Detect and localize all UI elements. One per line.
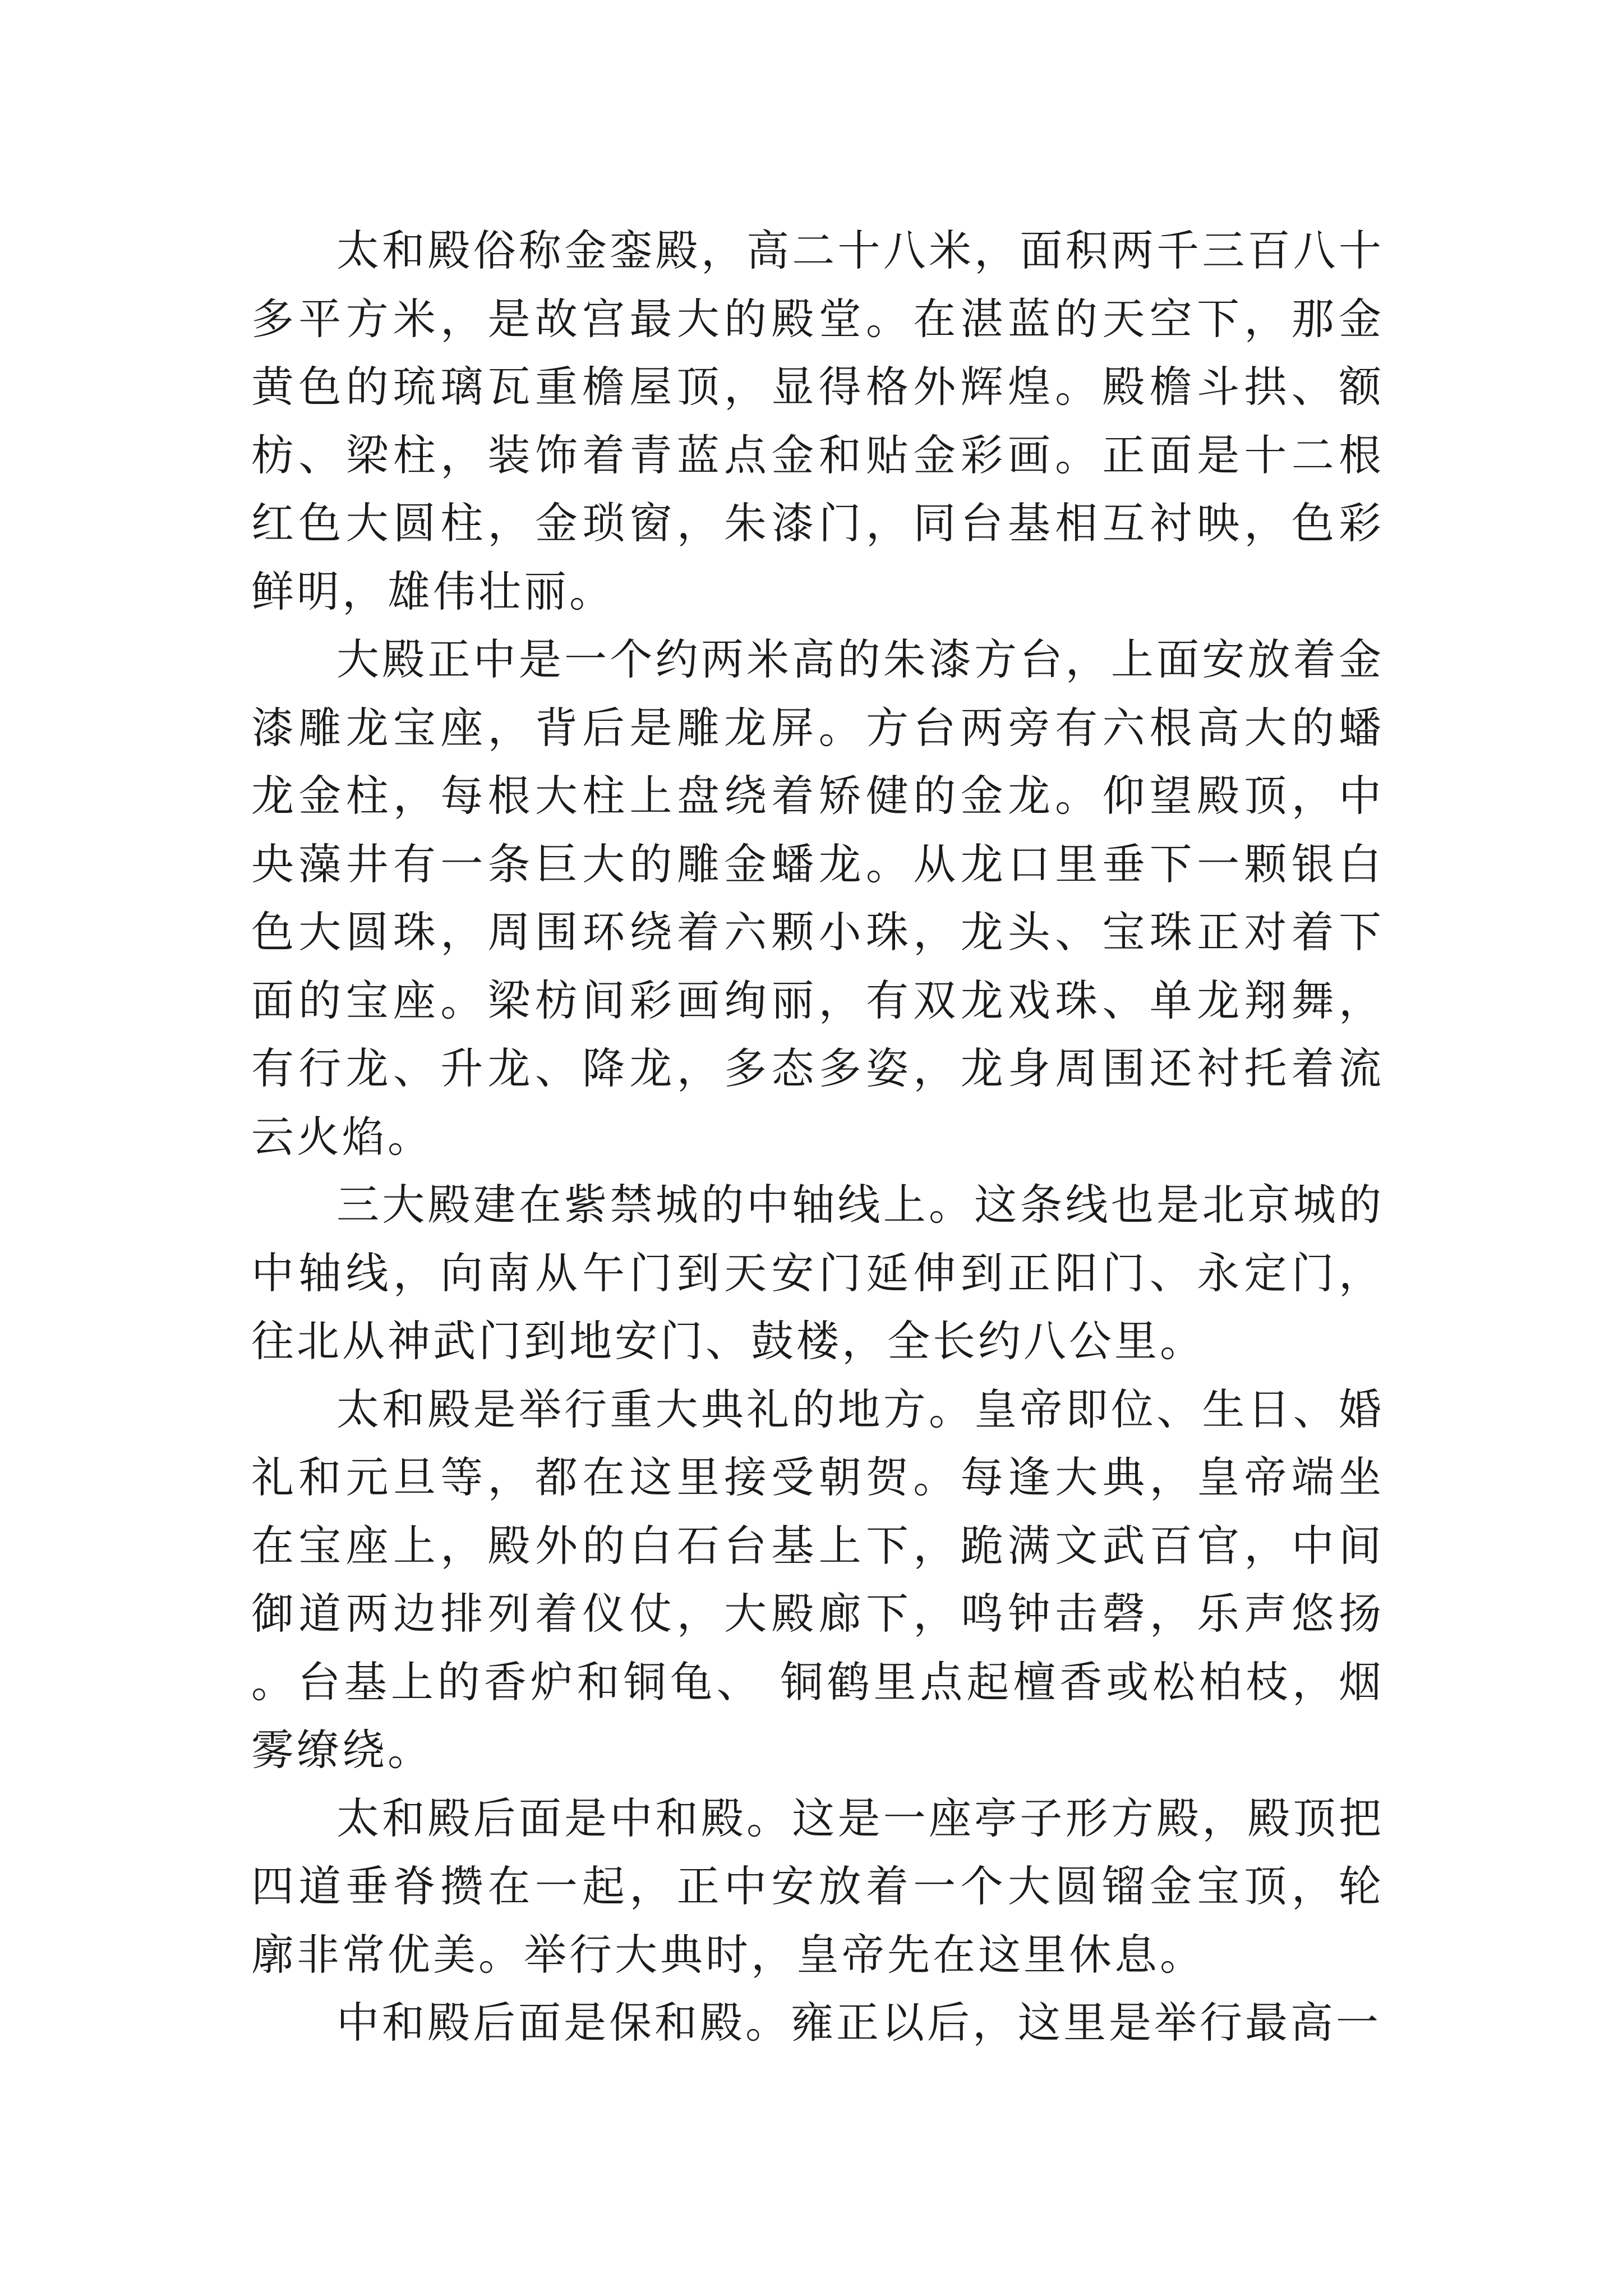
paragraph-central-axis: 三大殿建在紫禁城的中轴线上。这条线也是北京城的中轴线，向南从午门到天安门延伸到正阳门、永定门，往北从神武门到地安门、鼓楼，全长约八公里。 <box>251 1180 1384 1366</box>
paragraph-baohe-hall: 中和殿后面是保和殿。雍正以后，这里是举行最高一 <box>336 1998 1381 2047</box>
paragraph-zhonghe-hall: 太和殿后面是中和殿。这是一座亭子形方殿，殿顶把四道垂脊攒在一起，正中安放着一个大圆镏金宝顶，轮廓非常优美。举行大典时，皇帝先在这里休息。 <box>251 1793 1384 1980</box>
paragraph-taihe-hall-description: 太和殿俗称金銮殿，高二十八米，面积两千三百八十多平方米，是故宫最大的殿堂。在湛蓝的天空下，那金黄色的琉璃瓦重檐屋顶，显得格外辉煌。殿檐斗拱、额枋、梁柱，装饰着青蓝点金和贴金彩画。正面是十二根红色大圆柱，金琐窗，朱漆门，同台基相互衬映，色彩鲜明，雄伟壮丽。 <box>251 226 1384 616</box>
paragraph-throne-and-dragons: 大殿正中是一个约两米高的朱漆方台，上面安放着金漆雕龙宝座，背后是雕龙屏。方台两旁有六根高大的蟠龙金柱，每根大柱上盘绕着矫健的金龙。仰望殿顶，中央藻井有一条巨大的雕金蟠龙。从龙口里垂下一颗银白色大圆珠，周围环绕着六颗小珠，龙头、宝珠正对着下面的宝座。梁枋间彩画绚丽，有双龙戏珠、单龙翔舞，有行龙、升龙、降龙，多态多姿，龙身周围还衬托着流云火焰。 <box>251 634 1384 1162</box>
document-body <box>251 217 1384 2057</box>
paragraph-ceremonies: 太和殿是举行重大典礼的地方。皇帝即位、生日、婚礼和元旦等，都在这里接受朝贺。每逢大典，皇帝端坐在宝座上，殿外的白石台基上下，跪满文武百官，中间御道两边排列着仪仗，大殿廊下，鸣钟击磬，乐声悠扬。台基上的香炉和铜龟、 铜鹤里点起檀香或松柏枝，烟雾缭绕。 <box>251 1384 1384 1775</box>
